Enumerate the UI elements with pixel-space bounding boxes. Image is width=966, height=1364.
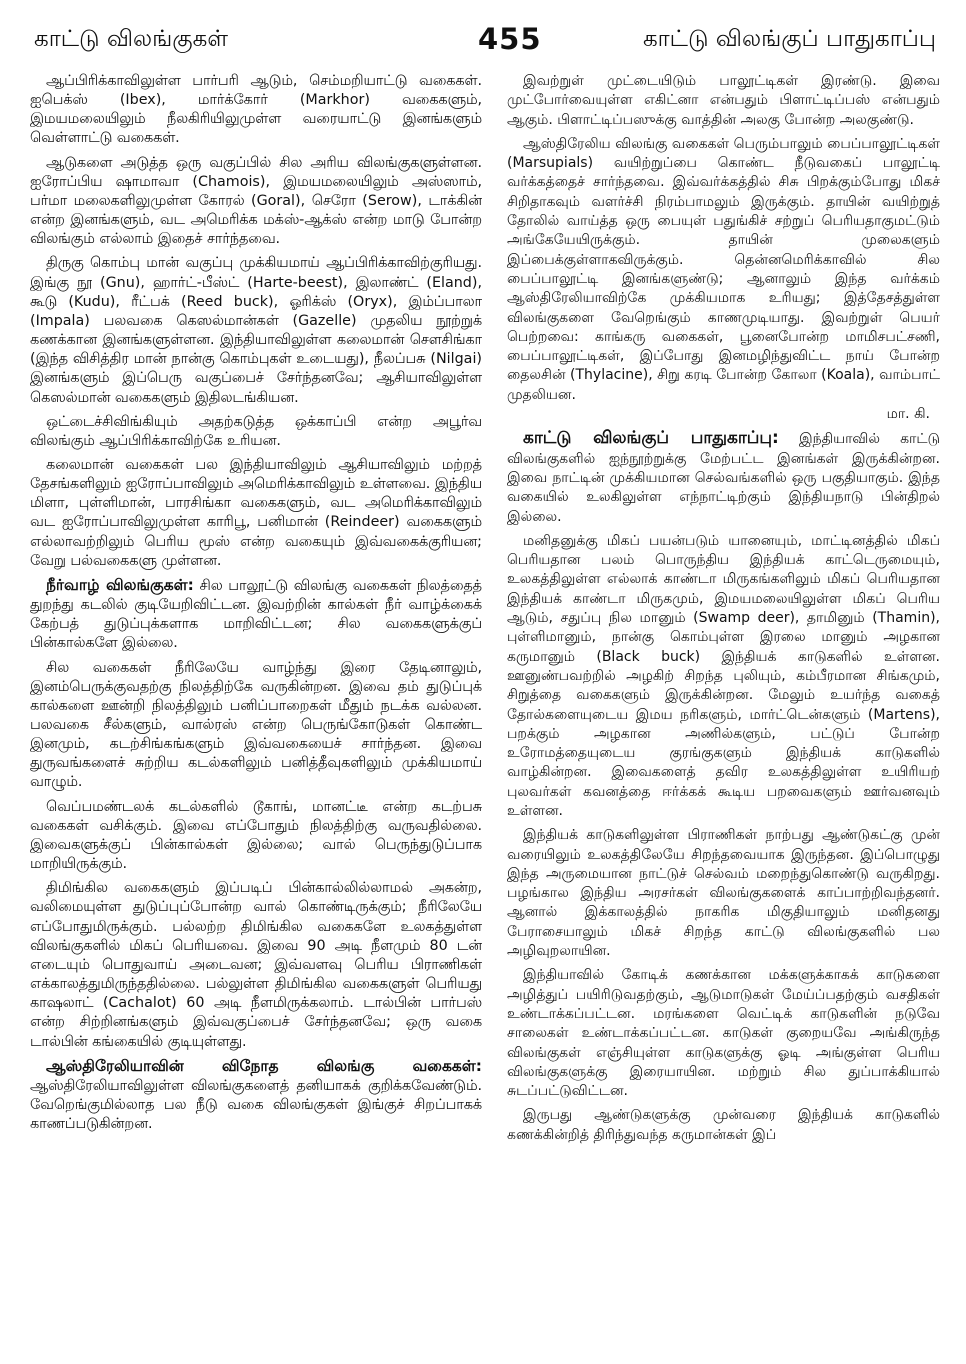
paragraph-text: ஆஸ்திரேலியாவிலுள்ள விலங்குகளைத் தனியாகக் குறிக்கவேண்டும். வேறெங்குமில்லாத பல நீடு வகை விலங்குகள் இங்குச் சிறப்பாகக் காணப்படுகின்றன. (30, 1077, 482, 1133)
paragraph (507, 429, 940, 526)
paragraph: இந்தியாவில் கோடிக் கணக்கான மக்களுக்காகக் காடுகளை அழித்துப் பயிரிடுவதற்கும், ஆடுமாடுகள் மேய்ப்பதற்கும் வசதிகள் உண்டாக்கப்பட்டன. மரங்களை வெட்டிக் காடுகளின் நடுவே சாலைகள் உண்டாக்கப்பட்டன. காடுகள் குறையவே அங்கிருந்த விலங்குகள் எஞ்சியுள்ள காடுகளுக்கு ஓடி அங்குள்ள பெரிய விலங்குகளுக்கு இரையாயின. மற்றும் சில துப்பாக்கியால் சுடப்பட்டுவிட்டன. (507, 967, 940, 1100)
subheading: ஆஸ்திரேலியாவின் விநோத விலங்கு வகைகள்: (46, 1056, 482, 1075)
paragraph: இந்தியக் காடுகளிலுள்ள பிராணிகள் நாற்பது ஆண்டுகட்கு முன் வரையிலும் உலகத்திலேயே சிறந்தவையாக இருந்தன. இப்பொழுது இந்த அருமையான நாட்டுச் செல்வம் மறைந்துகொண்டு வருகிறது. பழங்கால இந்திய அரசர்கள் விலங்குகளைக் காப்பாற்றிவந்தனர். ஆனால் இக்காலத்தில் நாகரிக மிகுதியாலும் மனிதனது பேராசையாலும் மிகச் சிறந்த காட்டு விலங்குகளில் பல அழிவுறலாயின. (507, 827, 940, 960)
paragraph: இருபது ஆண்டுகளுக்கு முன்வரை இந்தியக் காடுகளில் கணக்கின்றித் திரிந்துவந்த கருமான்கள் இப் (507, 1107, 940, 1143)
paragraph: வெப்பமண்டலக் கடல்களில் டூகாங், மானட்டீ என்ற கடற்பசு வகைகள் வசிக்கும். இவை எப்போதும் நிலத்திற்கு வருவதில்லை. இவைகளுக்குப் பின்கால்கள் இல்லை; வால் பெருந்துடுப்பாக மாறியிருக்கும். (30, 798, 482, 873)
running-head-left: காட்டு விலங்குகள் (34, 26, 229, 52)
right-column (507, 72, 940, 1356)
paragraph-text: இந்தியாவில் காட்டு விலங்குகளில் ஐந்நூற்றுக்கு மேற்பட்ட இனங்கள் இருக்கின்றன. இவை நாட்டின் முக்கியமான செல்வங்களில் ஒரு பகுதியாகும். இந்த வகையில் உலகிலுள்ள எந்நாட்டிற்கும் இந்தியநாடு பின்திறல் இல்லை. (507, 431, 940, 525)
subheading: நீர்வாழ் விலங்குகள்: (46, 575, 194, 594)
text-columns (30, 72, 940, 1356)
paragraph: திருகு கொம்பு மான் வகுப்பு முக்கியமாய் ஆப்பிரிக்காவிற்குரியது. இங்கு நூ (Gnu), ஹார்ட்-பீஸ்ட் (Harte-beest), இலாண்ட் (Eland), கூடு (Kudu), ரீட்பக் (Reed buck), ஓரிக்ஸ் (Oryx), இம்ப்பாலா (Impala) பலவகை கெஸல்மான்கள் (Gazelle) முதலிய நூற்றுக் கணக்கான இனங்களுள்ளன. இந்தியாவிலுள்ள கலைமான் சௌசிங்கா (இந்த விசித்திர மான் நான்கு கொம்புகள் உடையது), நீலப்பசு (Nilgai) இனங்களும் இப்பெரு வகுப்பைச் சேர்ந்தனவே; ஆசியாவிலுள்ள கெஸல்மான் வகைகளும் இதிலடங்கியன. (30, 255, 482, 406)
paragraph: திமிங்கில வகைகளும் இப்படிப் பின்கால்லில்லாமல் அகன்ற, வலிமையுள்ள துடுப்புப்போன்ற வால் கொண்டிருக்கும்; நீரிலேயே எப்போதுமிருக்கும். பல்லற்ற திமிங்கில வகைகளே உலகத்துள்ள விலங்குகளில் மிகப் பெரியவை. இவை 90 அடி நீளமும் 80 டன் எடையும் பொதுவாய் அடைவன; இவ்வளவு பெரிய பிராணிகள் எக்காலத்துமிருந்ததில்லை. பல்லுள்ள திமிங்கில வகைகளுள் பெரியது காஷலாட் (Cachalot) 60 அடி நீளமிருக்கலாம். டால்பின் பார்பஸ் என்ற சிற்றினங்களும் இவ்வகுப்பைச் சேர்ந்தனவே; ஒரு வகை டால்பின் கங்கையில் குடியுள்ளது. (30, 880, 482, 1050)
paragraph (30, 1057, 482, 1135)
page-header (30, 22, 940, 70)
paragraph (30, 576, 482, 654)
author-initials: மா. கி. (886, 406, 930, 423)
left-column (30, 72, 482, 1356)
paragraph: ஆப்பிரிக்காவிலுள்ள பார்பரி ஆடும், செம்மறியாட்டு வகைகள். ஐபெக்ஸ் (Ibex), மார்க்கோர் (Markhor) வகைகளும், இமயமலையிலும் நீலகிரியிலுமுள்ள வரையாட்டு இனங்களும் வெள்ளாட்டு வகைகள். (30, 73, 482, 147)
page-number: 455 (478, 22, 542, 56)
paragraph: கலைமான் வகைகள் பல இந்தியாவிலும் ஆசியாவிலும் மற்றத் தேசங்களிலும் ஐரோப்பாவிலும் அமெரிக்காவிலும் உள்ளவை. இந்திய மிளா, புள்ளிமான், பாரசிங்கா வகைகளும், வட அமெரிக்காவிலும் வட ஐரோப்பாவிலுமுள்ள காரிபூ, பனிமான் (Reindeer) வகைகளும் எல்லாவற்றிலும் பெரிய மூஸ் என்ற வகையும் இவ்வகைக்குரியன; வேறு பல்வகைகளு முள்ளன. (30, 456, 482, 569)
running-head-right: காட்டு விலங்குப் பாதுகாப்பு (642, 26, 936, 52)
section-heading: காட்டு விலங்குப் பாதுகாப்பு: (523, 428, 779, 449)
paragraph: இவற்றுள் முட்டையிடும் பாலூட்டிகள் இரண்டு. இவை முட்போர்வையுள்ள எகிட்னா என்பதும் பிளாட்டிப்பஸ் என்பதும் ஆகும். பிளாட்டிப்பஸுக்கு வாத்தின் அலகு போன்ற அலகுண்டு. (507, 73, 940, 128)
paragraph-text: சில பாலூட்டு விலங்கு வகைகள் நிலத்தைத் துறந்து கடலில் குடியேறிவிட்டன. இவற்றின் கால்கள் நீர் வாழ்க்கைக் கேற்பத் துடுப்புக்களாக மாறிவிட்டன; சில வகைகளுக்குப் பின்கால்களே இல்லை. (30, 577, 482, 652)
paragraph (507, 135, 940, 424)
paragraph: சில வகைகள் நீரிலேயே வாழ்ந்து இரை தேடினாலும், இனம்பெருக்குவதற்கு நிலத்திற்கே வருகின்றன. இவை தம் துடுப்புக் கால்களை ஊன்றி நிலத்திலும் பனிப்பாறைகள் மீதும் நடக்க வல்லன. பலவகை சீல்களும், வால்ரஸ் என்ற பெருங்கோடுகள் கொண்ட இனமும், கடற்சிங்கங்களும் இவ்வகையைச் சார்ந்தன. இவை துருவங்களைச் சுற்றிய கடல்களிலும் பனித்தீவுகளிலும் முக்கியமாய் வாழும். (30, 659, 482, 791)
paragraph-text: ஆஸ்திரேலிய விலங்கு வகைகள் பெரும்பாலும் பைப்பாலூட்டிகள் (Marsupials) வயிற்றுப்பை கொண்ட நீடுவகைப் பாலூட்டி வர்க்கத்தைச் சார்ந்தவை. இவ்வர்க்கத்தில் சிசு பிறக்கும்போது மிகச் சிறிதாகவும் வளர்ச்சி நிரம்பாமலும் இருக்கும். தாயின் வயிற்றுத் தோலில் வாய்த்த ஒரு பையுள் பதுங்கிச் சற்றுப் பெரியதாகுமட்டும் அங்கேயேயிருக்கும். தாயின் முலைகளும் இப்பைக்குள்ளாகவிருக்கும். தென்னமெரிக்காவில் சில பைப்பாலூட்டி இனங்களுண்டு; ஆனாலும் இந்த வர்க்கம் ஆஸ்திரேலியாவிற்கே முக்கியமாக உரியது; இத்தேசத்துள்ள விலங்குகளை வேறெங்கும் காணமுடியாது. இவற்றுள் பெயர் பெற்றவை: காங்கரு வகைகள், பூனைபோன்ற மாமிசபட்சணி, பைப்பாலூட்டிகள், இப்போது இனமழிந்துவிட்ட நாய் போன்ற தைலசின் (Thylacine), சிறு கரடி போன்ற கோலா (Koala), வாம்பாட் முதலியன. (507, 135, 940, 403)
paragraph: ஒட்டைச்சிவிங்கியும் அதற்கடுத்த ஒக்காப்பி என்ற அபூர்வ விலங்கும் ஆப்பிரிக்காவிற்கே உரியன. (30, 413, 482, 449)
paragraph: ஆடுகளை அடுத்த ஒரு வகுப்பில் சில அரிய விலங்குகளுள்ளன. ஐரோப்பிய ஷாமாவா (Chamois), இமயமலையிலும் அஸ்ஸாம், பர்மா மலைகளிலுமுள்ள கோரல் (Goral), செரோ (Serow), டாக்கின் என்ற இனங்களும், வட அமெரிக்க மக்ஸ்-ஆக்ஸ் என்ற மாடு போன்ற விலங்கும் எல்லாம் இதைச் சார்ந்தவை. (30, 154, 482, 248)
paragraph: மனிதனுக்கு மிகப் பயன்படும் யானையும், மாட்டினத்தில் மிகப் பெரியதான பலம் பொருந்திய இந்தியக் காட்டெருமையும், உலகத்திலுள்ள எல்லாக் காண்டா மிருகங்களிலும் மிகப் பெரியதான இந்தியக் காண்டா மிருகமும், இமயமலையிலுள்ள மிகப் பெரிய ஆடும், சதுப்பு நில மானும் (Swamp deer), தாமினும் (Thamin), புள்ளிமானும், நான்கு கொம்புள்ள இரலை மானும் அழகான கருமானும் (Black buck) இந்தியக் காடுகளில் உள்ளன. ஊனுண்பவற்றில் அழகிற் சிறந்த புலியும், கம்பீரமான சிங்கமும், சிறுத்தை வகைகளும் இருக்கின்றன. மேலும் உயர்ந்த வகைத் தோல்களையுடைய இமய நரிகளும், மார்ட்டென்களும் (Martens), பறக்கும் அழகான அணில்களும், பட்டுப் போன்ற உரோமத்தையுடைய குரங்குகளும் இந்தியக் காடுகளில் வாழ்கின்றன. இவைகளைத் தவிர உலகத்திலுள்ள உயிரியற் புலவர்கள் கவனத்தை ஈர்க்கக் கூடிய பறவைகளும் ஊர்வனவும் உள்ளன. (507, 532, 940, 819)
